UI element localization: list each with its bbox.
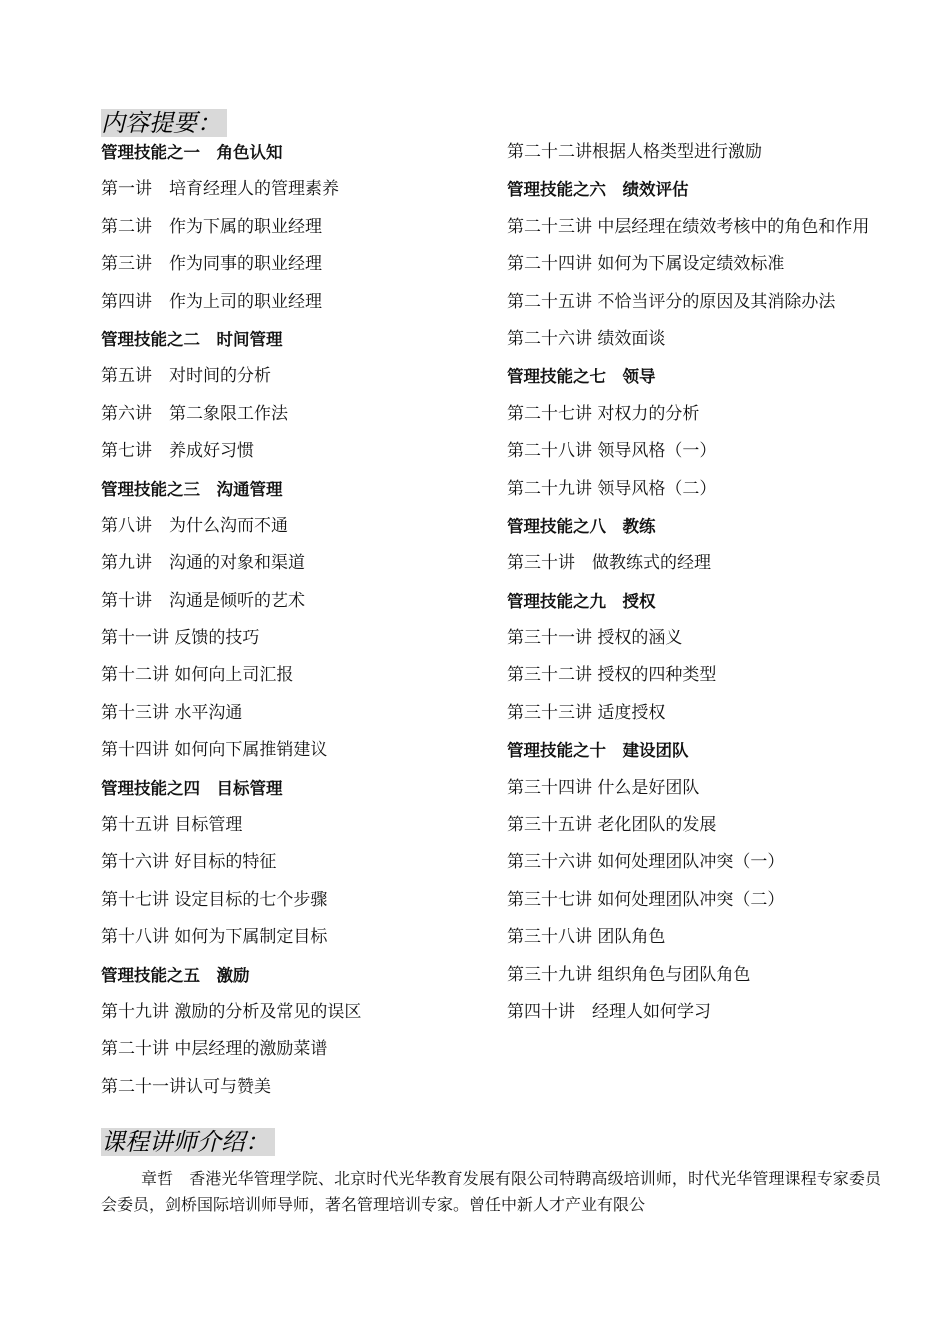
lecture-item: 第七讲 养成好习惯 — [101, 441, 254, 462]
lecture-item: 第四十讲 经理人如何学习 — [507, 1001, 711, 1022]
section-heading: 管理技能之四 目标管理 — [101, 778, 283, 798]
lecture-item: 第二十九讲 领导风格（二） — [507, 478, 717, 499]
lecture-item: 第三十一讲 授权的涵义 — [507, 628, 683, 649]
lecture-item: 第九讲 沟通的对象和渠道 — [101, 553, 305, 574]
lecture-item: 第三十二讲 授权的四种类型 — [507, 665, 717, 686]
lecture-item: 第二十七讲 对权力的分析 — [507, 403, 700, 424]
lecture-item: 第二十一讲认可与赞美 — [101, 1076, 271, 1097]
instructor-intro: 章哲 香港光华管理学院、北京时代光华教育发展有限公司特聘高级培训师，时代光华管理课程专家委员会委员，剑桥国际培训师导师，著名管理培训专家。曾任中新人才产业有限公 — [101, 1169, 881, 1214]
section-heading: 管理技能之七 领导 — [507, 367, 656, 387]
section-heading: 管理技能之十 建设团队 — [507, 741, 689, 761]
lecture-item: 第十六讲 好目标的特征 — [101, 852, 277, 873]
lecture-item: 第三十八讲 团队角色 — [507, 927, 666, 948]
section-heading: 管理技能之八 教练 — [507, 516, 656, 536]
section-heading: 管理技能之九 授权 — [507, 591, 656, 611]
lecture-item: 第三讲 作为同事的职业经理 — [101, 254, 322, 275]
lecture-item: 第三十九讲 组织角色与团队角色 — [507, 964, 751, 985]
lecture-item: 第二讲 作为下属的职业经理 — [101, 216, 322, 237]
lecture-item: 第二十六讲 绩效面谈 — [507, 328, 666, 349]
lecture-item: 第四讲 作为上司的职业经理 — [101, 291, 322, 312]
lecture-item: 第三十四讲 什么是好团队 — [507, 777, 700, 798]
lecture-item: 第八讲 为什么沟而不通 — [101, 515, 288, 536]
lecture-item: 第三十五讲 老化团队的发展 — [507, 815, 717, 836]
lecture-item: 第二十讲 中层经理的激励菜谱 — [101, 1039, 328, 1060]
lecture-item: 第三十七讲 如何处理团队冲突（二） — [507, 889, 785, 910]
lecture-item: 第十一讲 反馈的技巧 — [101, 628, 260, 649]
lecture-item: 第一讲 培育经理人的管理素养 — [101, 179, 339, 200]
lecture-item: 第三十三讲 适度授权 — [507, 702, 666, 723]
lecture-item: 第十九讲 激励的分析及常见的误区 — [101, 1001, 362, 1022]
lecture-item: 第十讲 沟通是倾听的艺术 — [101, 590, 305, 611]
contents-left-column — [101, 140, 471, 1112]
section-heading: 管理技能之五 激励 — [101, 965, 250, 985]
lecture-item: 第六讲 第二象限工作法 — [101, 403, 288, 424]
lecture-item: 第五讲 对时间的分析 — [101, 366, 271, 387]
section-heading: 管理技能之三 沟通管理 — [101, 479, 283, 499]
lecture-item: 第十五讲 目标管理 — [101, 815, 243, 836]
lecture-item: 第十七讲 设定目标的七个步骤 — [101, 889, 328, 910]
lecture-item: 第三十讲 做教练式的经理 — [507, 553, 711, 574]
lecture-item: 第二十二讲根据人格类型进行激励 — [507, 142, 762, 162]
section-heading: 管理技能之二 时间管理 — [101, 329, 283, 349]
instructor-heading: 课程讲师介绍： — [101, 1128, 275, 1156]
lecture-item: 第二十五讲 不恰当评分的原因及其消除办法 — [507, 291, 836, 312]
contents-right-column — [507, 140, 882, 1037]
lecture-item: 第十二讲 如何向上司汇报 — [101, 665, 294, 686]
lecture-item: 第二十三讲 中层经理在绩效考核中的角色和作用 — [507, 216, 870, 237]
lecture-item: 第十四讲 如何向下属推销建议 — [101, 740, 328, 761]
lecture-item: 第十三讲 水平沟通 — [101, 702, 243, 723]
section-heading: 管理技能之六 绩效评估 — [507, 180, 689, 200]
lecture-item: 第二十八讲 领导风格（一） — [507, 441, 717, 462]
section-heading: 管理技能之一 角色认知 — [101, 143, 283, 162]
contents-heading: 内容提要： — [101, 109, 227, 137]
lecture-item: 第二十四讲 如何为下属设定绩效标准 — [507, 254, 785, 275]
lecture-item: 第三十六讲 如何处理团队冲突（一） — [507, 852, 785, 873]
lecture-item: 第十八讲 如何为下属制定目标 — [101, 927, 328, 948]
